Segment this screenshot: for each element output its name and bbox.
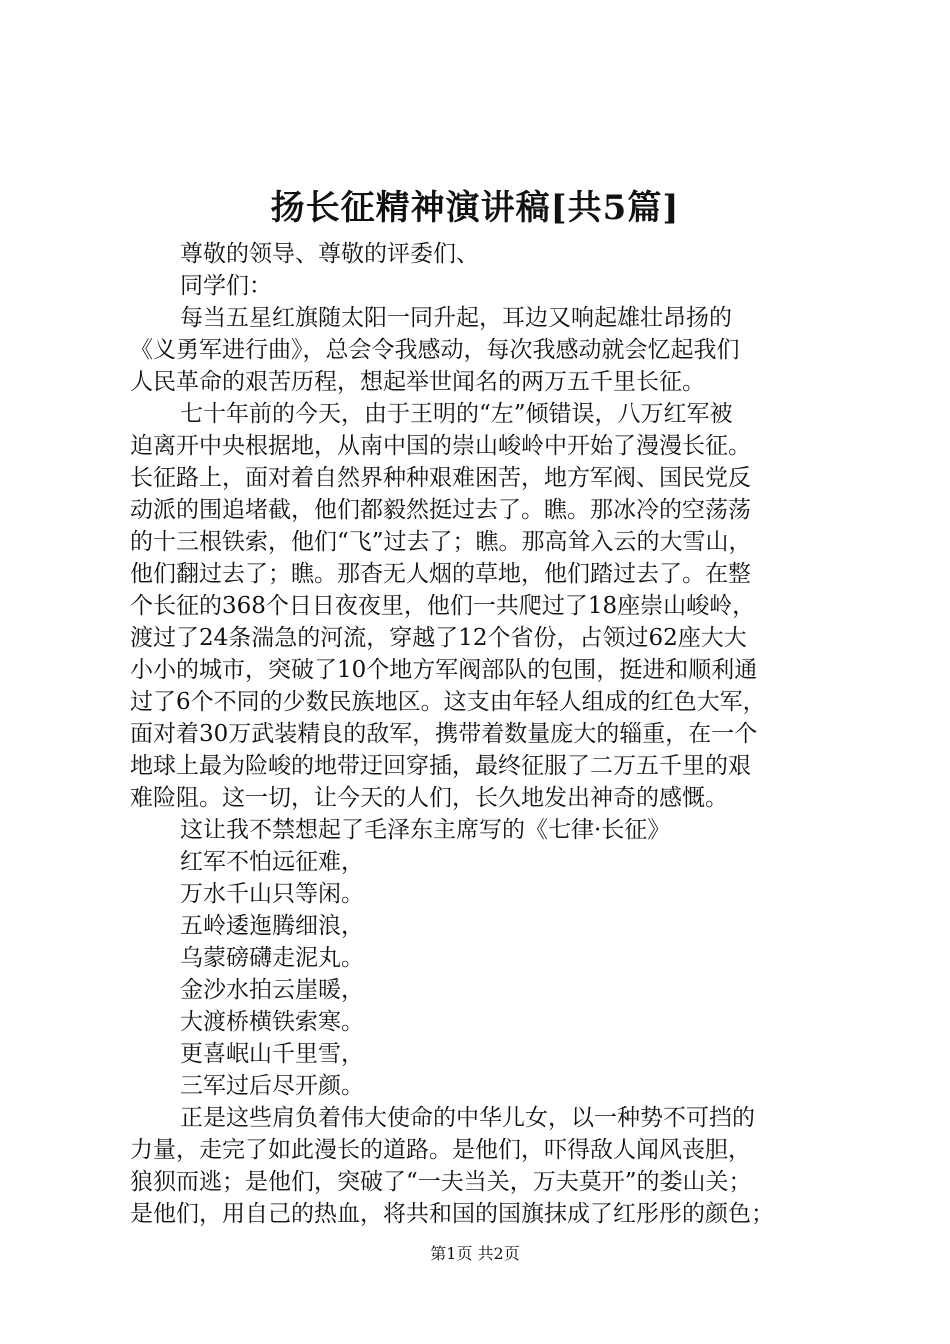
text-line: 同学们： [180, 273, 272, 299]
text-line: 力量，走完了如此漫长的道路。是他们，吓得敌人闻风丧胆， [130, 1137, 751, 1163]
text-line: 他们翻过去了；瞧。那杳无人烟的草地，他们踏过去了。在整 [130, 561, 751, 587]
text-line: 正是这些肩负着伟大使命的中华儿女，以一种势不可挡的 [180, 1105, 755, 1131]
text-line: 红军不怕远征难， [180, 849, 364, 875]
text-line: 每当五星红旗随太阳一同升起，耳边又响起雄壮昂扬的 [180, 305, 732, 331]
text-line: 是他们，用自己的热血，将共和国的国旗抹成了红彤彤的颜色； [130, 1201, 774, 1227]
text-line: 《义勇军进行曲》，总会令我感动，每次我感动就会忆起我们 [130, 337, 740, 363]
text-line: 万水千山只等闲。 [180, 881, 364, 907]
text-line: 七十年前的今天，由于王明的“左”倾错误，八万红军被 [180, 401, 733, 427]
text-line: 个长征的368个日日夜夜里，他们一共爬过了18座崇山峻岭， [130, 593, 756, 619]
text-line: 难险阻。这一切，让今天的人们，长久地发出神奇的感慨。 [130, 785, 728, 811]
text-line: 小小的城市，突破了10个地方军阀部队的包围，挺进和顺利通 [130, 657, 758, 683]
text-line: 尊敬的领导、尊敬的评委们、 [180, 241, 479, 267]
text-line: 乌蒙磅礴走泥丸。 [180, 945, 364, 971]
text-line: 三军过后尽开颜。 [180, 1073, 364, 1099]
document-body [130, 238, 830, 1230]
text-line: 的十三根铁索，他们“飞”过去了；瞧。那高耸入云的大雪山， [130, 529, 752, 555]
page-footer: 第1页 共2页 [430, 1244, 520, 1263]
text-line: 迫离开中央根据地，从南中国的崇山峻岭中开始了漫漫长征。 [130, 433, 751, 459]
text-line: 长征路上，面对着自然界种种艰难困苦，地方军阀、国民党反 [130, 465, 751, 491]
text-line: 渡过了24条湍急的河流，穿越了12个省份，占领过62座大大 [130, 625, 747, 651]
document-title: 扬长征精神演讲稿[共5篇] [270, 188, 680, 228]
text-line: 大渡桥横铁索寒。 [180, 1009, 364, 1035]
text-line: 狼狈而逃；是他们，突破了“一夫当关，万夫莫开”的娄山关； [130, 1169, 752, 1195]
text-line: 更喜岷山千里雪， [180, 1041, 364, 1067]
text-line: 五岭逶迤腾细浪， [180, 913, 364, 939]
text-line: 地球上最为险峻的地带迂回穿插，最终征服了二万五千里的艰 [130, 753, 751, 779]
text-line: 金沙水拍云崖暖， [180, 977, 364, 1003]
text-line: 过了6个不同的少数民族地区。这支由年轻人组成的红色大军， [130, 689, 766, 715]
text-line: 人民革命的艰苦历程，想起举世闻名的两万五千里长征。 [130, 369, 705, 395]
text-line: 动派的围追堵截，他们都毅然挺过去了。瞧。那冰冷的空荡荡 [130, 497, 751, 523]
text-line: 面对着30万武装精良的敌军，携带着数量庞大的辎重，在一个 [130, 721, 758, 747]
text-line: 这让我不禁想起了毛泽东主席写的《七律·长征》 [180, 817, 671, 843]
